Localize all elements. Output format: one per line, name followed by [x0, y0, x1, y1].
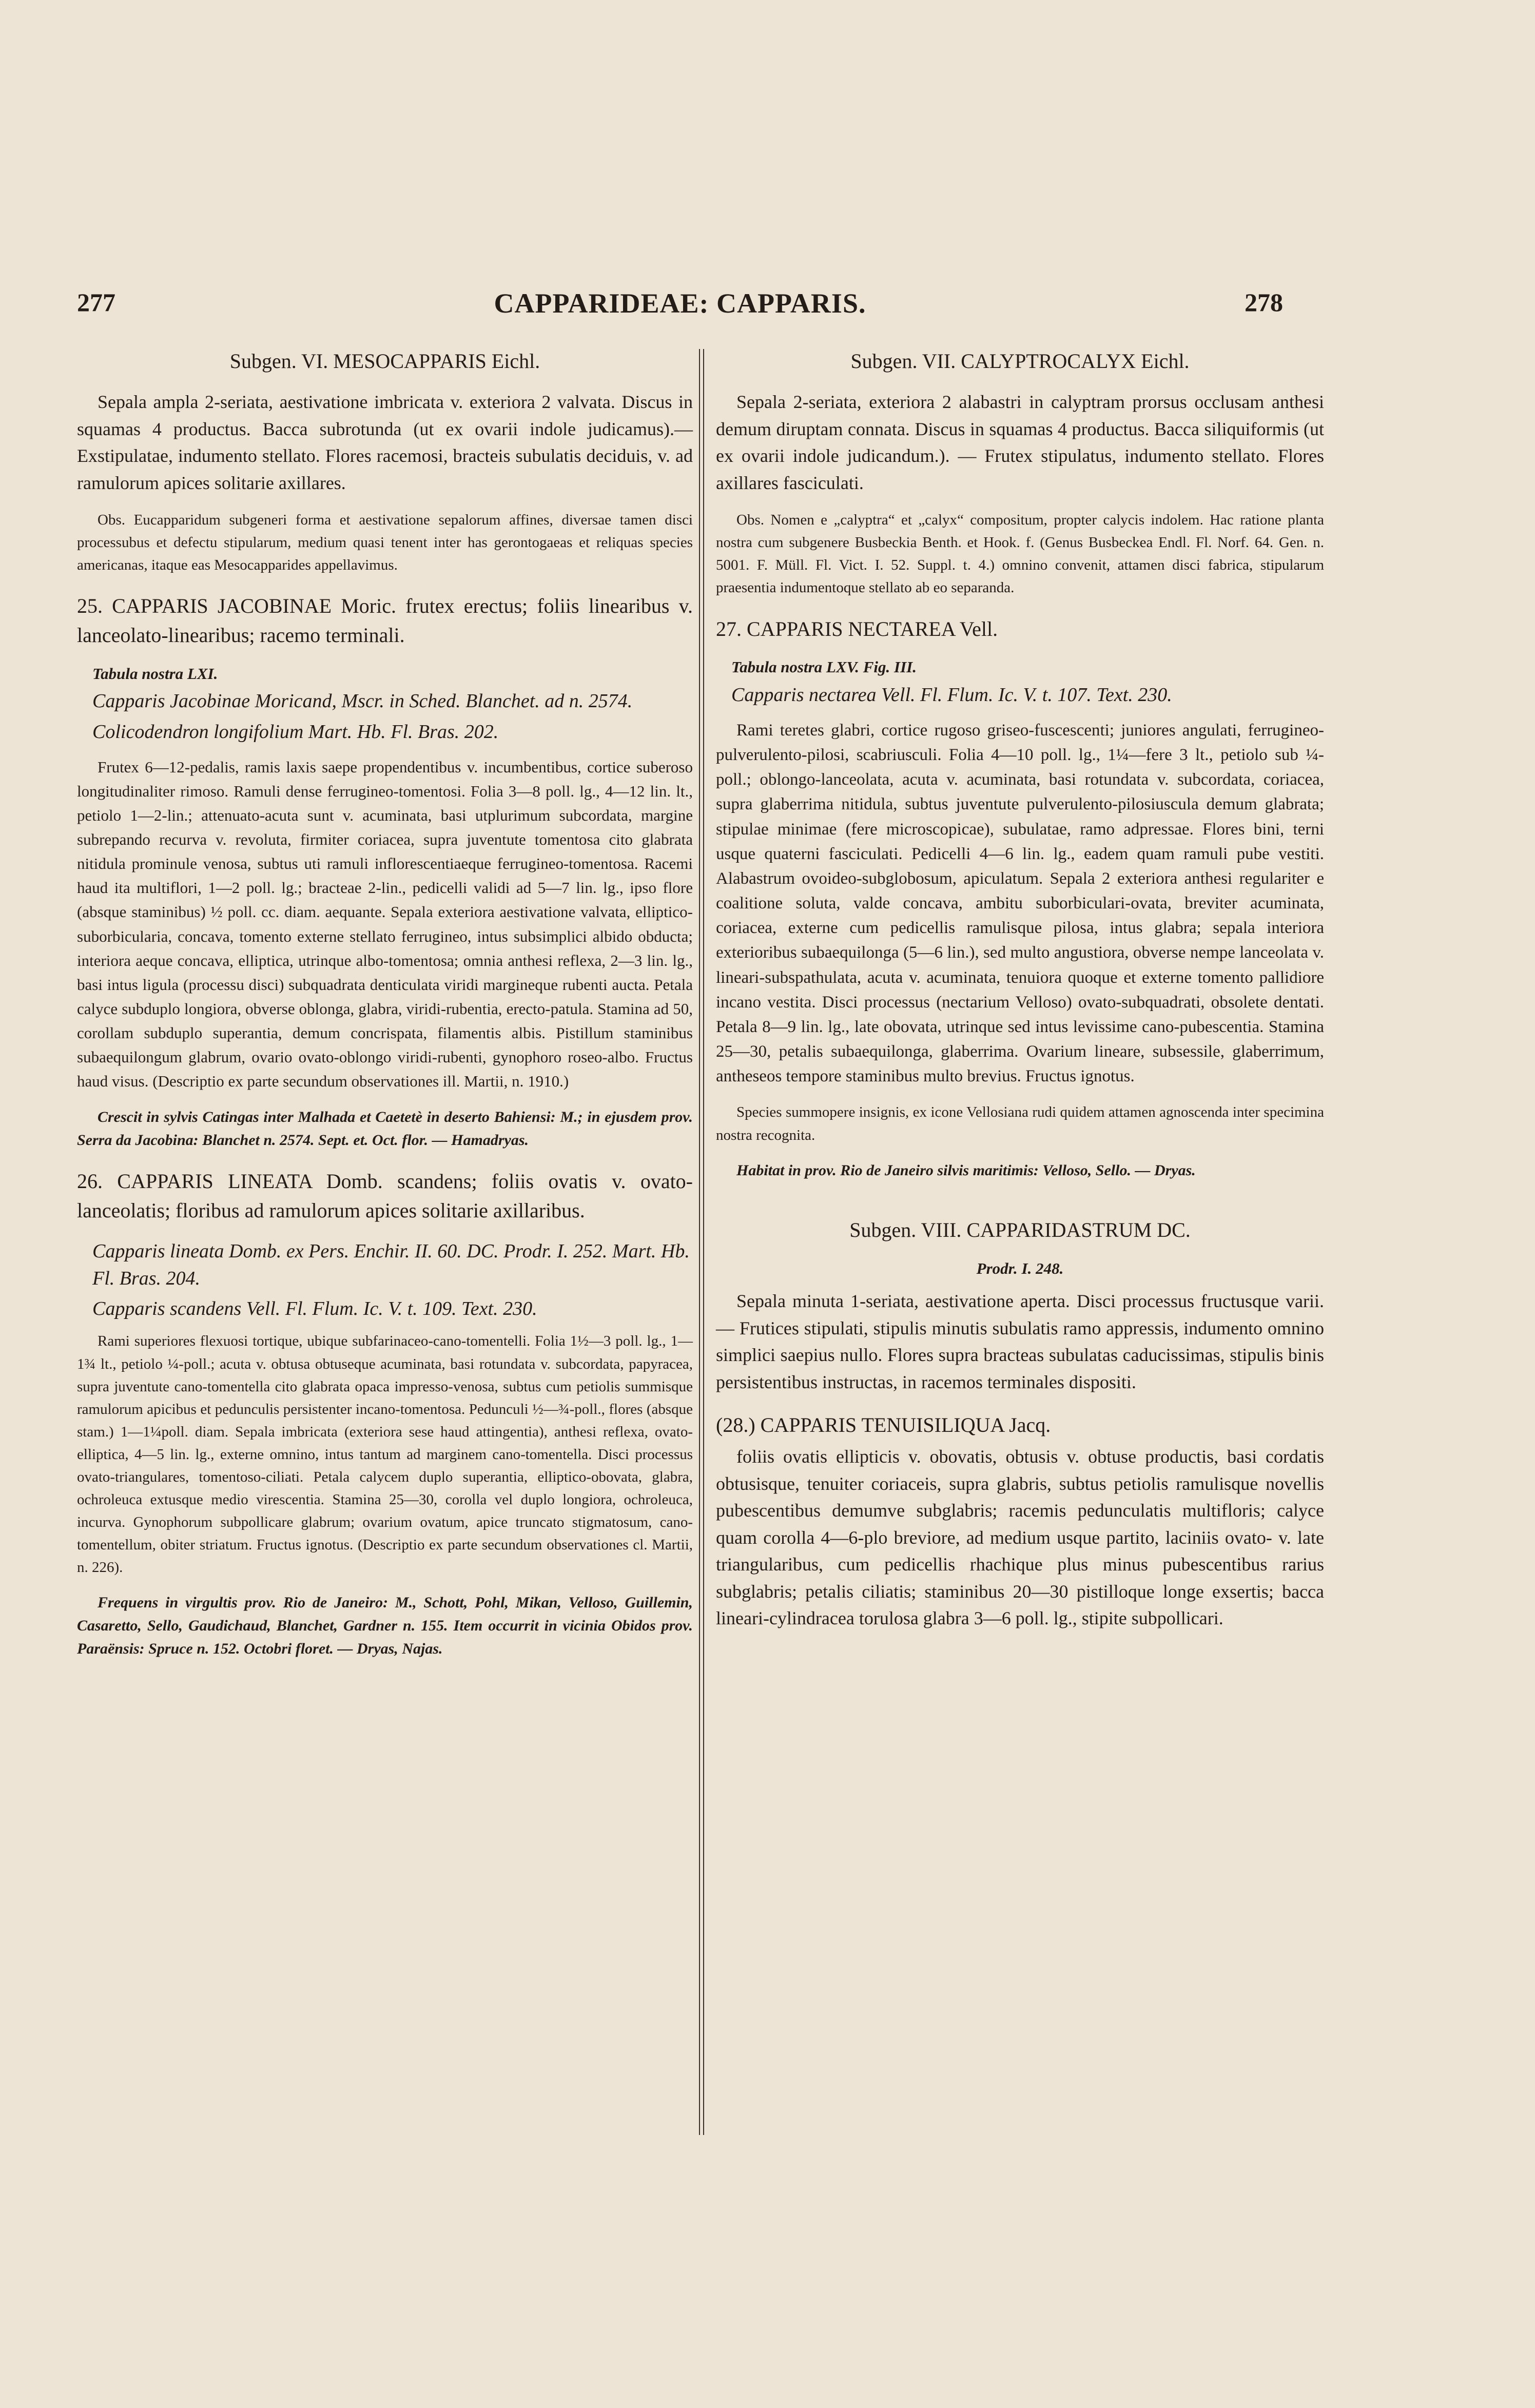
habitat-note: Frequens in virgultis prov. Rio de Janeiro: M., Schott, Pohl, Mikan, Velloso, Guillemin, Casaretto, Sello, Gaudichaud, Blanchet, Gardner n. 155. Item occurrit in vicinia Obidos prov. Paraënsis: Spruce n. 152. Octobri floret. — Dryas, Najas.: [77, 1594, 693, 1658]
left-page-number: 277: [77, 288, 115, 317]
species-heading: 27. CAPPARIS NECTAREA Vell.: [716, 617, 998, 640]
species-heading: 26. CAPPARIS LINEATA Domb. scandens; foliis ovatis v. ovato-lanceolatis; floribus ad ramulorum apices solitarie axillaribus.: [77, 1170, 693, 1222]
species-description: foliis ovatis ellipticis v. obovatis, obtusis v. obtuse productis, basi cordatis obtusisque, tenuiter coriaceis, supra glabris, subtus petiolis ramulisque novellis pubescentibus demumve subglabris; racemis pedunculatis multifloris; calyce quam corolla 4—6-plo breviore, ad medium usque partito, laciniis ovato- v. late triangularibus, cum pedicellis rhachique plus minus pubescentibus rarius subglabris; petalis ciliatis; staminibus 20—30 pistilloque longe exsertis; bacca lineari-cylindracea torulosa glabra 3—6 poll. lg., stipite subpollicari.: [716, 1446, 1324, 1629]
column-divider: [699, 349, 704, 2135]
page-header: [77, 287, 1283, 334]
species-heading: 25. CAPPARIS JACOBINAE Moric. frutex erectus; foliis linearibus v. lanceolato-linearibus; racemo terminali.: [77, 594, 693, 647]
species-description: Rami teretes glabri, cortice rugoso griseo-fuscescenti; juniores angulati, ferrugineo-pulverulento-pilosi, scabriusculi. Folia 4—10 poll. lg., 1¼—fere 3 lt., petiolo sub ¼-poll.; oblongo-lanceolata, acuta v. acuminata, basi rotundata v. subcordata, coriacea, supra glaberrima nitidula, subtus juventute pulverulento-pilosiuscula demum glabrata; stipulae minimae (fere microscopicae), subulatae, ramo adpressae. Flores bini, terni usque quaterni fasciculati. Pedicelli 4—6 lin. lg., eadem quam ramuli pube vestiti. Alabastrum ovoideo-subglobosum, apiculatum. Sepala 2 exteriora anthesi regulariter e coalitione soluta, valde concava, ambitu suborbiculari-ovata, breviter acuminata, coriacea, externe cum pedicellis ramulisque pilosa, intus glabra; sepala interiora exterioribus subaequilonga (5—6 lin.), sed multo angustiora, obverse nempe lanceolata v. lineari-subspathulata, acuta v. acuminata, tenuiora quoque et externe tomento pallidiore incano vestita. Disci processus (nectarium Velloso) ovato-subquadrati, obsolete dentati. Petala 8—9 lin. lg., late obovata, utrinque sed intus levissime cano-pubescentia. Stamina 25—30, petalis subaequilonga, glaberrima. Ovarium lineare, subsessile, glaberrimum, antheseos tempore staminibus multo brevius. Fructus ignotus.: [716, 721, 1324, 1086]
subgenus-description: Sepala 2-seriata, exteriora 2 alabastri in calyptram prorsus occlusam anthesi demum diruptam connata. Discus in squamas 4 productus. Bacca siliquiformis (ut ex ovarii indole judicandum.). — Frutex stipulatus, indumento stellato. Flores axillares fasciculati.: [716, 392, 1324, 493]
habitat-note: Habitat in prov. Rio de Janeiro silvis maritimis: Velloso, Sello. — Dryas.: [736, 1161, 1196, 1179]
observation-note: Obs. Nomen e „calyptra“ et „calyx“ compositum, propter calycis indolem. Hac ratione planta nostra cum subgenere Busbeckia Benth. et Hook. f. (Genus Busbeckea Endl. Fl. Norf. 64. Gen. n. 5001. F. Müll. Fl. Vict. I. 52. Suppl. t. 4.) omnino convenit, attamen disci fabrica, stipularum praesentia indumentoque stellato ab eo separanda.: [716, 512, 1324, 596]
citation: Prodr. I. 248.: [976, 1259, 1064, 1277]
citation: Tabula nostra LXV. Fig. III.: [731, 658, 917, 676]
subgenus-heading: Subgen. VIII. CAPPARIDASTRUM DC.: [849, 1218, 1191, 1241]
running-title: CAPPARIDEAE: CAPPARIS.: [494, 288, 866, 319]
citation: Capparis scandens Vell. Fl. Flum. Ic. V. t. 109. Text. 230.: [92, 1298, 537, 1320]
observation-note: Obs. Eucapparidum subgeneri forma et aestivatione sepalorum affines, diversae tamen disci processubus et defectu stipularum, medium quasi tenent inter has gerontogaeas et reliquas species americanas, itaque eas Mesocapparides appellavimus.: [77, 512, 693, 574]
right-column: [716, 349, 1324, 1644]
subgenus-heading: Subgen. VI. MESOCAPPARIS Eichl.: [229, 349, 540, 373]
citation: Capparis Jacobinae Moricand, Mscr. in Sched. Blanchet. ad n. 2574.: [92, 690, 633, 712]
citation: Colicodendron longifolium Mart. Hb. Fl. Bras. 202.: [92, 721, 499, 743]
citation: Capparis nectarea Vell. Fl. Flum. Ic. V. t. 107. Text. 230.: [731, 684, 1172, 706]
right-page-number: 278: [1245, 288, 1283, 317]
citation: Tabula nostra LXI.: [92, 665, 218, 683]
species-note: Species summopere insignis, ex icone Vellosiana rudi quidem attamen agnoscenda inter specimina nostra recognita.: [716, 1104, 1324, 1143]
left-column: [77, 349, 693, 1673]
habitat-note: Crescit in sylvis Catingas inter Malhada et Caetetè in deserto Bahiensi: M.; in ejusdem prov. Serra da Jacobina: Blanchet n. 2574. Sept. et. Oct. flor. — Hamadryas.: [77, 1109, 693, 1149]
species-description: Rami superiores flexuosi tortique, ubique subfarinaceo-cano-tomentelli. Folia 1½—3 poll. lg., 1—1¾ lt., petiolo ¼-poll.; acuta v. obtusa obtuseque acuminata, basi rotundata v. subcordata, papyracea, supra juventute cano-tomentella cito glabrata opaca impresso-venosa, subtus cum petiolis summisque ramulorum apicibus et pedunculis persistenter incano-tomentosa. Pedunculi ½—¾-poll., flores (absque stam.) 1—1¼poll. diam. Sepala imbricata (exteriora sese haud attingentia), anthesi reflexa, ovato-elliptica, 4—5 lin. lg., externe omnino, intus tantum ad marginem cano-tomentella. Disci processus ovato-triangulares, tomentoso-ciliati. Petala calycem duplo superantia, elliptico-obovata, glabra, ochroleuca extusque medio virescentia. Stamina 25—30, corolla vel duplo longiora, ochroleuca, incurva. Gynophorum subpollicare glabrum; ovarium ovatum, apice truncato stigmatosum, cano-tomentellum, obiter striatum. Fructus ignotus. (Descriptio ex parte secundum observationes cl. Martii, n. 226).: [77, 1333, 693, 1576]
subgenus-description: Sepala ampla 2-seriata, aestivatione imbricata v. exteriora 2 valvata. Discus in squamas 4 productus. Bacca subrotunda (ut ex ovarii indole judicamus).— Exstipulatae, indumento stellato. Flores racemosi, bracteis subulatis deciduis, v. ad ramulorum apices solitarie axillares.: [77, 392, 693, 493]
species-description: Frutex 6—12-pedalis, ramis laxis saepe propendentibus v. incumbentibus, cortice suberoso longitudinaliter rimoso. Ramuli dense ferrugineo-tomentosi. Folia 3—8 poll. lg., 4—12 lin. lt., petiolo 1—2-lin.; attenuato-acuta sunt v. acuminata, basi utplurimum subcordata, margine subrepando recurva v. revoluta, firmiter coriacea, supra juventute tomentosa cito glabrata nitidula prominule venosa, subtus uti ramuli inflorescentiaeque ferrugineo-tomentosa. Racemi haud ita multiflori, 1—2 poll. lg.; bracteae 2-lin., pedicelli validi ad 5—7 lin. lg., ipso flore (absque staminibus) ½ poll. cc. diam. aequante. Sepala exteriora aestivatione valvata, elliptico-suborbicularia, concava, tomento externe stellato ferrugineo, intus subsimplici albido obducta; interiora aeque concava, elliptica, utrinque albo-tomentosa; omnia anthesi reflexa, 2—3 lin. lg., basi intus ligula (processu disci) subquadrata denticulata viridi margineque rubenti aucta. Petala calyce subduplo longiora, obverse oblonga, glabra, viridi-rubentia, erecto-patula. Stamina ad 50, corollam subduplo superantia, demum concrispata, filamentis albis. Pistillum staminibus subaequilongum glabrum, ovario ovato-oblongo viridi-rubenti, gynophoro roseo-albo. Fructus haud visus. (Descriptio ex parte secundum observationes ill. Martii, n. 1910.): [77, 758, 693, 1091]
subgenus-description: Sepala minuta 1-seriata, aestivatione aperta. Disci processus fructusque varii. — Frutices stipulati, stipulis minutis subulatis ramo appressis, indumento omnino simplici saepius nullo. Flores supra bracteas subulatas caducissimas, stipulis binis persistentibus instructas, in racemos terminales dispositi.: [716, 1291, 1324, 1392]
subgenus-heading: Subgen. VII. CALYPTROCALYX Eichl.: [850, 349, 1190, 373]
citation: Capparis lineata Domb. ex Pers. Enchir. II. 60. DC. Prodr. I. 252. Mart. Hb. Fl. Bras. 204.: [92, 1240, 690, 1290]
species-heading: (28.) CAPPARIS TENUISILIQUA Jacq.: [716, 1413, 1051, 1437]
